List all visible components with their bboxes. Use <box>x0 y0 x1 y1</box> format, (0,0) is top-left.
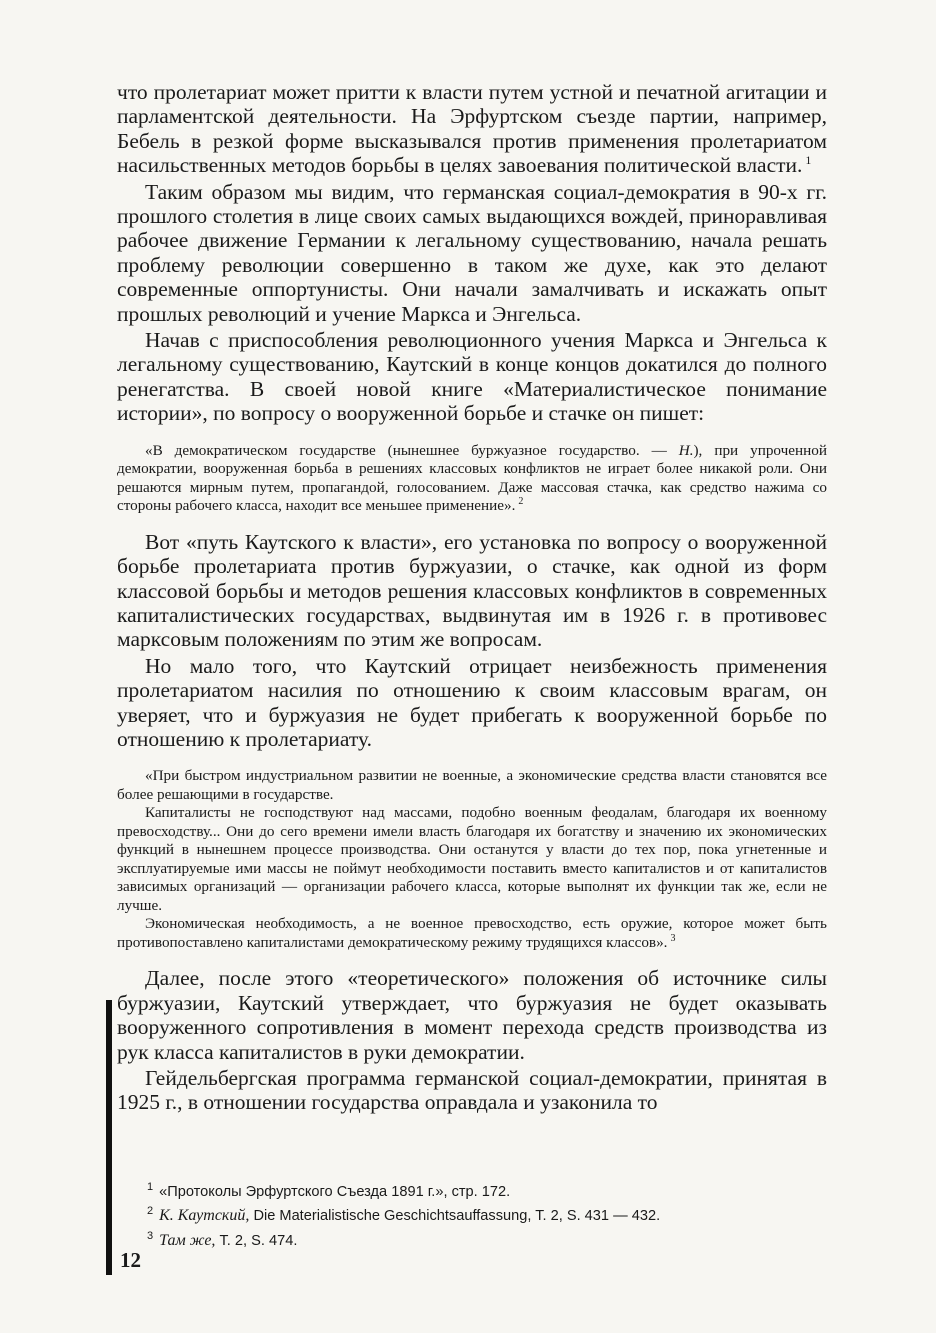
paragraph-7: Гейдельбергская программа германской социал-демократии, принятая в 1925 г., в отношении государства оправдала и узаконила то <box>117 1065 827 1115</box>
footnote-ref-1: 1 <box>805 153 812 168</box>
footnote-1: $^1$ «Протоколы Эрфуртского Съезда 1891 г.», стр. 172. <box>147 1181 511 1200</box>
paragraph-5: Но мало того, что Каутский отрицает неизбежность применения пролетариатом насилия по отношению к своим классовым врагам, он уверяет, что и буржуазия не будет прибегать к вооруженной борьбе по отношению к пролетариату. <box>117 653 827 751</box>
footnote-3: $^3$ Там же, T. 2, S. 474. <box>147 1229 298 1249</box>
quote-2-part-1: «При быстром индустриальном развитии не военные, а экономические средства власти становятся все более решающими в государстве. <box>117 767 827 803</box>
footnote-ref-2: 2 <box>518 496 524 508</box>
footnote-ref-3: 3 <box>670 932 676 944</box>
quote-1: «В демократическом государстве (нынешнее буржуазное государство. — Н.), при упроченной демократии, вооруженная борьба в решениях классовых конфликтов не играет более никакой роли. Они решаются мирным путем, пропагандой, голосованием. Даже массовая стачка, как средство нажима со стороны рабочего класса, находит все меньшее применение». $^2$ <box>117 441 827 515</box>
page-number: 12 <box>120 1248 141 1272</box>
binding-edge-shadow <box>106 1000 112 1275</box>
quote-2-part-2: Капиталисты не господствуют над массами, подобно военным феодалам, благодаря их военному превосходству... Они до сего времени имели власть благодаря их богатству и значению их экономических функций в нынешнем процессе производства. Они останутся у власти до тех пор, пока угнетенные и эксплуатируемые ими массы не поймут необходимости поставить вместо капиталистов и от капиталистов зависимых организаций — организации рабочего класса, которые выполнят их функции так же, если не лучше. <box>117 804 827 914</box>
paragraph-1: что пролетариат может притти к власти путем устной и печатной агитации и парламентской деятельности. На Эрфуртском съезде партии, например, Бебель в резкой форме высказывался против применения пролетариатом насильственных методов борьбы в целях завоевания политической власти. $^1$ <box>117 80 827 178</box>
paragraph-4: Вот «путь Каутского к власти», его установка по вопросу о вооруженной борьбе пролетариата против буржуазии, о стачке, как одной из форм классовой борьбы и методов решения классовых конфликтов в современных капиталистических государствах, выдвинутая им в 1926 г. в противовес марксовым положениям по этим же вопросам. <box>117 529 827 652</box>
paragraph-3: Начав с приспособления революционного учения Маркса и Энгельса к легальному существованию, Каутский в конце концов докатился до полного ренегатства. В своей новой книге «Материалистическое понимание истории», по вопросу о вооруженной борьбе и стачке он пишет: <box>117 328 827 426</box>
quote-block-1 <box>117 442 827 516</box>
paragraph-6: Далее, после этого «теоретического» положения об источнике силы буржуазии, Каутский утверждает, что буржуазия не будет оказывать вооруженного сопротивления в момент перехода средств производства из рук класса капиталистов в руки демократии. <box>117 966 827 1064</box>
footnote-2: $^2$ К. Каутский, Die Materialistische Geschichtsauffassung, T. 2, S. 431 — 432. <box>147 1205 661 1225</box>
quote-2-part-3: Экономическая необходимость, а не военное превосходство, есть оружие, которое может быть противопоставлено капиталистами демократическому режиму трудящихся классов». $^3$ <box>117 915 827 951</box>
main-text <box>117 80 827 1115</box>
paragraph-2: Таким образом мы видим, что германская социал-демократия в 90-х гг. прошлого столетия в лице своих самых выдающихся вождей, приноравливая рабочее движение Германии к легальному существованию, начала решать проблему революции совершенно в таком же духе, как это делают современные оппортунисты. Они начали замалчивать и искажать опыт прошлых революций и учение Маркса и Энгельса. <box>117 179 827 326</box>
quote-block-2 <box>117 767 827 952</box>
footnotes <box>147 1178 837 1251</box>
